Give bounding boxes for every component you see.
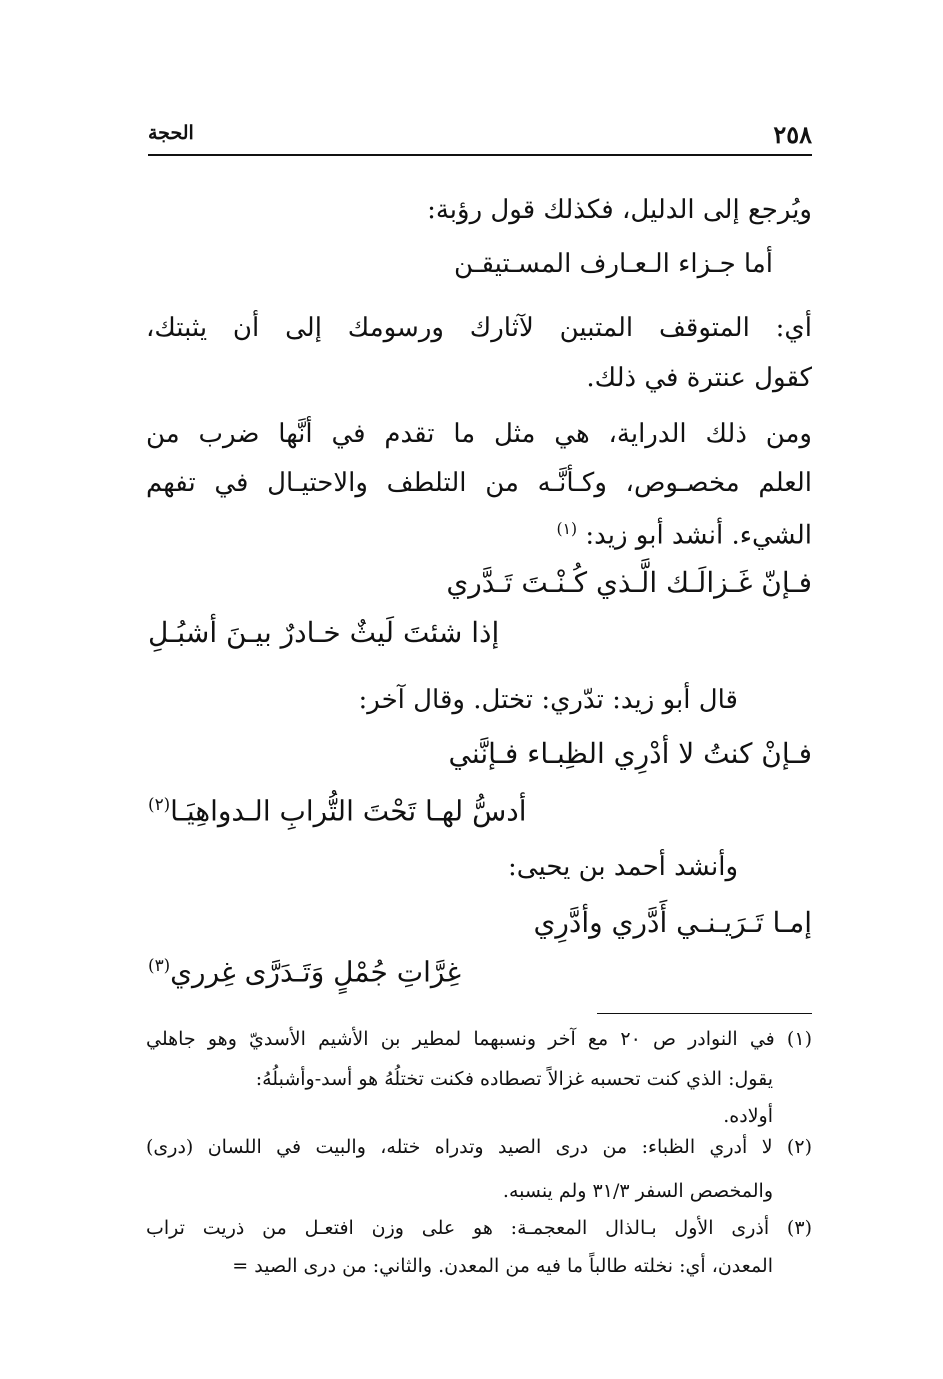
footnote-2-line-1: (٢) لا أدري الظباء: من درى الصيد وتدراه ختله، والبيت في اللسان (درى) bbox=[146, 1136, 812, 1158]
text-line-3: أي: المتوقف المتبين لآثارك ورسومك إلى أن يثبتك، bbox=[146, 313, 812, 343]
verse-3-second-text: غِرَّاتِ جُمْلٍ وَتَـدَرَّى غِرري bbox=[170, 955, 461, 989]
text-line-4: كقول عنترة في ذلك. bbox=[586, 363, 812, 393]
footnote-1-line-3: أولاده. bbox=[723, 1105, 773, 1127]
verse-2-second-hemistich bbox=[148, 787, 807, 828]
footnote-separator bbox=[597, 1013, 812, 1014]
text-line-9: وأنشد أحمد بن يحيى: bbox=[508, 852, 738, 882]
text-line-7 bbox=[556, 512, 812, 553]
verse-1-second-hemistich: إذا شئتَ لَيثٌ خـادرٌ بيـنَ أشبُـلِ bbox=[148, 616, 500, 649]
footnote-ref-1: (١) bbox=[556, 520, 578, 538]
footnote-1-line-1: (١) في النوادر ص ٢٠ مع آخر ونسبهما لمطير بن الأشيم الأسديّ وهو جاهلي bbox=[146, 1028, 812, 1050]
footnote-3-line-1: (٣) أذرى الأول بـالذال المعجمـة: هو على وزن افتعـل من ذريت تراب bbox=[146, 1217, 812, 1239]
running-title: الحجة bbox=[148, 122, 194, 144]
text-line-7-text: الشيء. أنشد أبو زيد: bbox=[585, 520, 812, 551]
text-line-1: ويُرجع إلى الدليل، فكذلك قول رؤبة: bbox=[427, 195, 812, 225]
verse-ruba: أما جـزاء الـعـارف المسـتيقـن bbox=[454, 249, 773, 279]
verse-2-second-text: أدسُّ لهـا تَحْتَ التُّرابِ الـدواهِيَـا bbox=[170, 794, 527, 828]
footnote-ref-2: (٢) bbox=[148, 794, 171, 814]
verse-1-first-hemistich: فـإنّ غَـزالَـك الَّـذي كُـنْـتَ تَـدَّري bbox=[446, 566, 812, 599]
page-header bbox=[148, 118, 812, 156]
footnote-1-line-2: يقول: الذي كنت تحسبه غزالاً تصطاده فكنت تختلُهُ هو أسد-وأشبلُهُ: bbox=[255, 1068, 773, 1090]
text-line-6: العلم مخصـوص، وكـأنَّـه من التلطف والاحتيـال في تفهم bbox=[146, 468, 812, 498]
verse-3-first-hemistich: إمـا تَـرَيـنـي أَدَّري وأدَّرِي bbox=[533, 906, 812, 939]
verse-2-first-hemistich: فـإنْ كنتُ لا أدْرِي الظِبـاء فـإنَّني bbox=[448, 737, 812, 770]
footnote-3-line-2: المعدن، أي: نخلته طالباً ما فيه من المعدن. والثاني: من درى الصيد = bbox=[232, 1255, 773, 1277]
text-line-5: ومن ذلك الدراية، هي مثل ما تقدم في أنَّها ضرب من bbox=[146, 419, 812, 449]
text-line-8: قال أبو زيد: تدّري: تختل. وقال آخر: bbox=[358, 685, 738, 715]
verse-3-second-hemistich bbox=[148, 948, 807, 989]
footnote-2-line-2: والمخصص السفر ٣١/٣ ولم ينسبه. bbox=[502, 1180, 773, 1202]
footnote-ref-3: (٣) bbox=[148, 955, 171, 975]
page-number: ٢٥٨ bbox=[773, 120, 812, 149]
